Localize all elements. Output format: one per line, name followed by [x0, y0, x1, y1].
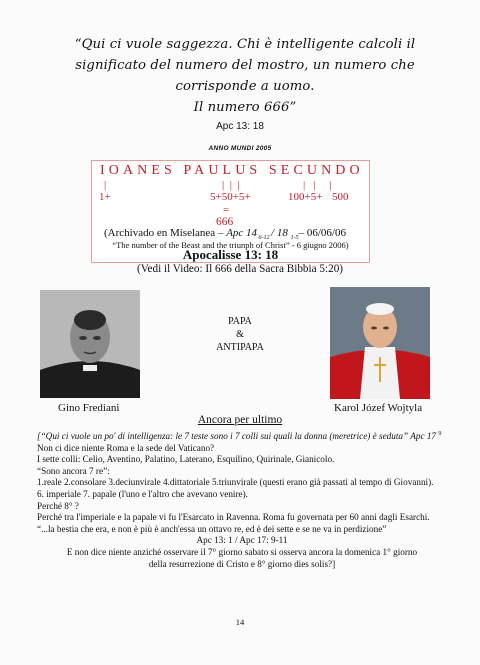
body-text — [37, 429, 447, 570]
antipapa-label: ANTIPAPA — [216, 342, 264, 353]
paragraph: Apc 13: 1 / Apc 17: 9-11 — [196, 535, 288, 546]
handwritten-quote — [30, 34, 460, 118]
quote-line: corrisponde a uomo. — [175, 79, 315, 94]
bw-portrait-image — [40, 290, 140, 398]
paragraph: Perché 8° ? — [37, 500, 79, 511]
value-one: 1+ — [99, 191, 111, 203]
paragraph: “Sono ancora 7 re”: — [37, 465, 110, 476]
numerology-box — [91, 160, 370, 263]
video-reference: (Vedi il Video: Il 666 della Sacra Bibbia 5:20) — [136, 263, 344, 275]
left-photo-caption: Gino Frediani — [58, 402, 120, 414]
papa-antipapa — [205, 315, 275, 354]
paragraph: [“Qui ci vuole un po' di intelligenza: le 7 teste sono i 7 colli sui quali la donna (meretrice) è seduta” Apc 17 $^9$ — [37, 431, 442, 442]
frediani-photo — [40, 290, 140, 398]
section-heading: Ancora per ultimo — [197, 414, 283, 426]
value-500: 500 — [332, 191, 349, 203]
wojtyla-photo — [330, 287, 430, 399]
papa-label: PAPA — [228, 316, 252, 327]
page-number: 14 — [235, 617, 245, 627]
pope-name: IOANES PAULUS SECUNDO — [100, 163, 364, 178]
paragraph: 6. imperiale 7. papale (l'uno e l'altro che avevano venire). — [37, 489, 248, 500]
apocalisse-ref: Apocalisse 13: 18 — [182, 247, 279, 262]
paragraph: Perché tra l'imperiale e la papale vi fu l'Esarcato in Ravenna. Roma fu governata per 60 anni dagli Esarchi. — [37, 512, 430, 523]
quote-line: Il numero 666” — [193, 100, 297, 115]
color-portrait-image — [330, 287, 430, 399]
anno-mundi: ANNO MUNDI 2005 — [208, 145, 272, 152]
middle-sum: 5+50+5+ — [210, 191, 251, 203]
total-666: 666 — [216, 216, 234, 228]
quote-line: significato del numero del mostro, un numero che — [75, 58, 415, 73]
paragraph: I sette colli: Celio, Aventino, Palatino, Laterano, Esquilino, Quirinale, Gianicolo. — [37, 454, 335, 465]
archived-subtitle: “The number of the Beast and the triunph of Christ” - 6 giugno 2006) — [112, 240, 349, 250]
right-photo-caption: Karol Józef Wojtyla — [334, 402, 423, 414]
paragraph: “...la bestia che era, e non è più è anch'essa un ottavo re, ed è dei sette e se ne va in perdizione” — [37, 523, 387, 534]
archived-note: (Archivado en Miselanea – Apc 14 $_{6-12}$ / 18 $_{1-5}$– 06/06/06 — [104, 227, 346, 242]
quote-reference: Apc 13: 18 — [216, 121, 264, 132]
paragraph: 1.reale 2.consolare 3.deciunvirale 4.dittatoriale 5.triunvirale (questi erano già passati al tempo di Giovanni). — [37, 477, 434, 488]
paragraph: della resurrezione di Cristo e 8° giorno dies solis?] — [148, 558, 336, 569]
right-sum: 100+5+ — [288, 191, 323, 203]
ampersand-label: & — [236, 329, 244, 340]
bar-mark: | — [104, 179, 107, 191]
equals-sign: = — [223, 204, 230, 216]
paragraph: E non dice niente anziché osservare il 7° giorno sabato si osserva ancora la domenica 1° giorno — [66, 547, 418, 557]
bar-mark: | | | — [222, 179, 240, 191]
bar-mark: | | | — [303, 179, 332, 191]
quote-line: “Qui ci vuole saggezza. Chi è intelligente calcoli il — [74, 37, 416, 52]
paragraph: Non ci dice niente Roma e la sede del Vaticano? — [37, 442, 215, 453]
